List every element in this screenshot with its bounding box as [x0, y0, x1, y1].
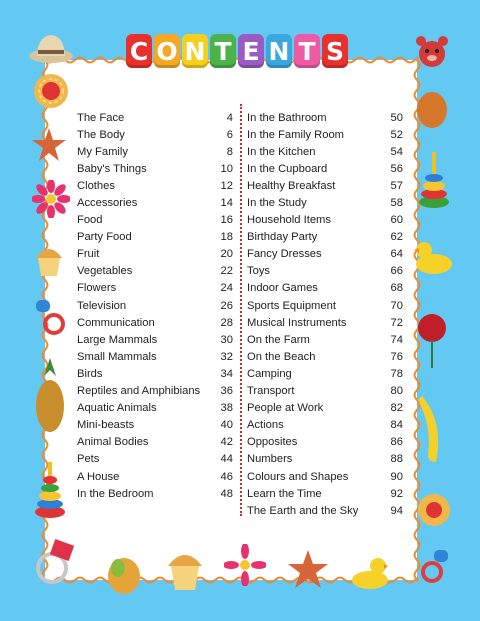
toc-entry[interactable] [77, 297, 233, 314]
banana-icon [414, 392, 450, 466]
column-divider [240, 104, 242, 516]
toc-entry-page: 57 [390, 179, 403, 192]
mango-icon [104, 552, 144, 596]
toc-entry[interactable] [77, 109, 233, 126]
toc-entry-page: 18 [220, 231, 233, 244]
toc-entry-label: In the Bathroom [247, 111, 327, 124]
stacking-rings-icon [34, 460, 66, 522]
flower-icon [32, 180, 70, 218]
toc-entry[interactable] [247, 229, 403, 246]
toc-entry-label: Actions [247, 419, 284, 432]
toc-entry-label: Numbers [247, 453, 293, 466]
teddy-bear-icon [412, 32, 452, 72]
title-letter-tile: S [322, 34, 348, 68]
toc-entry[interactable] [247, 126, 403, 143]
toc-entry[interactable] [77, 434, 233, 451]
toc-entry-label: People at Work [247, 402, 324, 415]
duck-icon [410, 238, 454, 276]
toc-entry[interactable] [77, 468, 233, 485]
toc-entry-label: Musical Instruments [247, 316, 347, 329]
toc-entry-label: Baby's Things [77, 162, 147, 175]
toc-entry-page: 64 [390, 248, 403, 261]
muffin-icon [164, 546, 206, 592]
toc-entry-page: 68 [390, 282, 403, 295]
pacifier-icon [420, 546, 452, 586]
toc-entry[interactable] [247, 314, 403, 331]
toc-entry-label: In the Kitchen [247, 145, 316, 158]
toc-entry-page: 46 [220, 470, 233, 483]
toc-entry-page: 10 [220, 162, 233, 175]
toc-entry-label: Pets [77, 453, 100, 466]
toc-entry[interactable] [77, 143, 233, 160]
flower-icon [224, 544, 266, 586]
toc-entry-page: 44 [220, 453, 233, 466]
toc-entry-page: 76 [390, 350, 403, 363]
ring-icon [30, 538, 82, 588]
toc-entry-page: 50 [390, 111, 403, 124]
toc-entry-page: 48 [220, 487, 233, 500]
toc-entry-page: 60 [390, 214, 403, 227]
toc-entry[interactable] [77, 194, 233, 211]
toc-entry-label: Learn the Time [247, 487, 322, 500]
toc-entry[interactable] [247, 383, 403, 400]
toc-entry-page: 56 [390, 162, 403, 175]
toc-entry-page: 42 [220, 436, 233, 449]
bread-icon [412, 90, 452, 130]
toc-entry[interactable] [247, 246, 403, 263]
rose-icon [412, 310, 452, 370]
toc-entry[interactable] [77, 365, 233, 382]
toc-entry-label: Sports Equipment [247, 299, 336, 312]
toc-entry-page: 16 [220, 214, 233, 227]
toc-entry[interactable] [247, 263, 403, 280]
toc-left-column [77, 109, 233, 502]
toc-entry-label: Television [77, 299, 127, 312]
toc-entry[interactable] [77, 212, 233, 229]
toc-entry[interactable] [247, 280, 403, 297]
contents-title [126, 34, 348, 70]
title-letter-tile: N [182, 34, 208, 68]
toc-entry-label: On the Farm [247, 333, 310, 346]
toc-entry-label: Household Items [247, 214, 331, 227]
toc-entry-page: 54 [390, 145, 403, 158]
toc-entry[interactable] [247, 434, 403, 451]
toc-entry-page: 62 [390, 231, 403, 244]
toc-entry-label: Large Mammals [77, 333, 158, 346]
pineapple-icon [30, 356, 70, 436]
toc-entry[interactable] [247, 331, 403, 348]
toc-entry-label: Clothes [77, 179, 115, 192]
toc-entry-page: 82 [390, 402, 403, 415]
toc-entry-label: The Body [77, 128, 125, 141]
cookie-icon [416, 492, 452, 528]
toc-entry[interactable] [247, 485, 403, 502]
toc-entry-page: 90 [390, 470, 403, 483]
toc-entry-page: 12 [220, 179, 233, 192]
toc-entry-label: Birds [77, 367, 103, 380]
toc-entry-page: 38 [220, 402, 233, 415]
title-letter-tile: T [210, 34, 236, 68]
toc-entry-label: The Earth and the Sky [247, 504, 359, 517]
title-letter-tile: O [154, 34, 180, 68]
toc-entry-label: Party Food [77, 231, 132, 244]
toc-entry-label: Mini-beasts [77, 419, 135, 432]
starfish-icon [30, 126, 68, 164]
title-letter-tile: N [266, 34, 292, 68]
pacifier-icon [32, 296, 68, 336]
starfish-icon [286, 548, 330, 592]
toc-entry[interactable] [247, 143, 403, 160]
toc-entry-label: A House [77, 470, 120, 483]
toc-entry[interactable] [77, 229, 233, 246]
toc-entry-label: Small Mammals [77, 350, 157, 363]
toc-entry-label: On the Beach [247, 350, 316, 363]
toc-entry-label: Healthy Breakfast [247, 179, 336, 192]
toc-entry-page: 36 [220, 385, 233, 398]
toc-entry[interactable] [247, 177, 403, 194]
toc-entry[interactable] [247, 212, 403, 229]
duck-icon [346, 552, 392, 592]
toc-entry-label: Transport [247, 385, 295, 398]
toc-entry[interactable] [77, 485, 233, 502]
toc-entry-label: Colours and Shapes [247, 470, 349, 483]
title-letter-tile: E [238, 34, 264, 68]
toc-entry-page: 70 [390, 299, 403, 312]
toc-entry-label: Birthday Party [247, 231, 318, 244]
toc-entry-page: 52 [390, 128, 403, 141]
toc-entry-page: 72 [390, 316, 403, 329]
toc-entry-page: 22 [220, 265, 233, 278]
toc-entry-label: Flowers [77, 282, 117, 295]
toc-entry[interactable] [77, 400, 233, 417]
toc-entry[interactable] [77, 383, 233, 400]
toc-entry-label: Vegetables [77, 265, 133, 278]
toc-right-column [247, 109, 403, 519]
toc-entry-page: 4 [226, 111, 233, 124]
title-letter-tile: T [294, 34, 320, 68]
toc-entry-label: Communication [77, 316, 155, 329]
toc-entry-label: Toys [247, 265, 271, 278]
toc-entry[interactable] [247, 417, 403, 434]
toc-entry-page: 94 [390, 504, 403, 517]
toc-entry-page: 74 [390, 333, 403, 346]
toc-entry-label: Food [77, 214, 103, 227]
toc-entry[interactable] [247, 400, 403, 417]
toc-entry-label: My Family [77, 145, 128, 158]
toc-entry-label: Aquatic Animals [77, 402, 157, 415]
toc-entry-page: 84 [390, 419, 403, 432]
muffin-icon [30, 240, 68, 278]
toc-entry-page: 40 [220, 419, 233, 432]
toc-entry-page: 14 [220, 197, 233, 210]
toc-entry[interactable] [77, 417, 233, 434]
toc-entry[interactable] [247, 365, 403, 382]
toc-entry-label: Reptiles and Amphibians [77, 385, 201, 398]
toc-entry-label: Fancy Dresses [247, 248, 322, 261]
toc-entry-page: 24 [220, 282, 233, 295]
title-letter-tile: C [126, 34, 152, 68]
toc-entry[interactable] [77, 348, 233, 365]
toc-entry-label: In the Family Room [247, 128, 344, 141]
toc-entry[interactable] [77, 451, 233, 468]
toc-entry[interactable] [247, 502, 403, 519]
toc-entry-page: 8 [226, 145, 233, 158]
toc-entry-label: Indoor Games [247, 282, 318, 295]
toc-entry-label: Opposites [247, 436, 298, 449]
toc-entry[interactable] [247, 468, 403, 485]
toc-entry-label: In the Cupboard [247, 162, 328, 175]
toc-entry-page: 80 [390, 385, 403, 398]
toc-entry[interactable] [77, 177, 233, 194]
toc-entry-label: Fruit [77, 248, 100, 261]
toc-entry-page: 88 [390, 453, 403, 466]
toc-entry-page: 78 [390, 367, 403, 380]
toc-entry-label: The Face [77, 111, 125, 124]
toc-entry-page: 86 [390, 436, 403, 449]
toc-entry-page: 26 [220, 299, 233, 312]
toc-entry-page: 30 [220, 333, 233, 346]
toc-entry-label: Camping [247, 367, 292, 380]
toc-entry[interactable] [247, 348, 403, 365]
toc-entry-page: 32 [220, 350, 233, 363]
toc-entry[interactable] [77, 314, 233, 331]
toc-entry[interactable] [247, 297, 403, 314]
cookie-icon [32, 72, 70, 110]
toc-entry-label: Accessories [77, 197, 138, 210]
toc-entry-label: In the Study [247, 197, 307, 210]
stacking-rings-icon [418, 150, 450, 212]
hat-icon [28, 30, 74, 64]
toc-entry-page: 66 [390, 265, 403, 278]
toc-entry[interactable] [247, 109, 403, 126]
toc-entry[interactable] [77, 331, 233, 348]
toc-entry-label: Animal Bodies [77, 436, 149, 449]
toc-entry-page: 6 [226, 128, 233, 141]
toc-entry[interactable] [247, 451, 403, 468]
toc-entry-page: 20 [220, 248, 233, 261]
toc-entry[interactable] [247, 194, 403, 211]
toc-entry[interactable] [77, 160, 233, 177]
toc-entry[interactable] [77, 246, 233, 263]
toc-entry-page: 34 [220, 367, 233, 380]
toc-entry[interactable] [77, 280, 233, 297]
toc-entry-page: 58 [390, 197, 403, 210]
toc-entry-label: In the Bedroom [77, 487, 154, 500]
toc-entry[interactable] [77, 126, 233, 143]
toc-entry-page: 28 [220, 316, 233, 329]
toc-entry-page: 92 [390, 487, 403, 500]
toc-entry[interactable] [77, 263, 233, 280]
toc-entry[interactable] [247, 160, 403, 177]
